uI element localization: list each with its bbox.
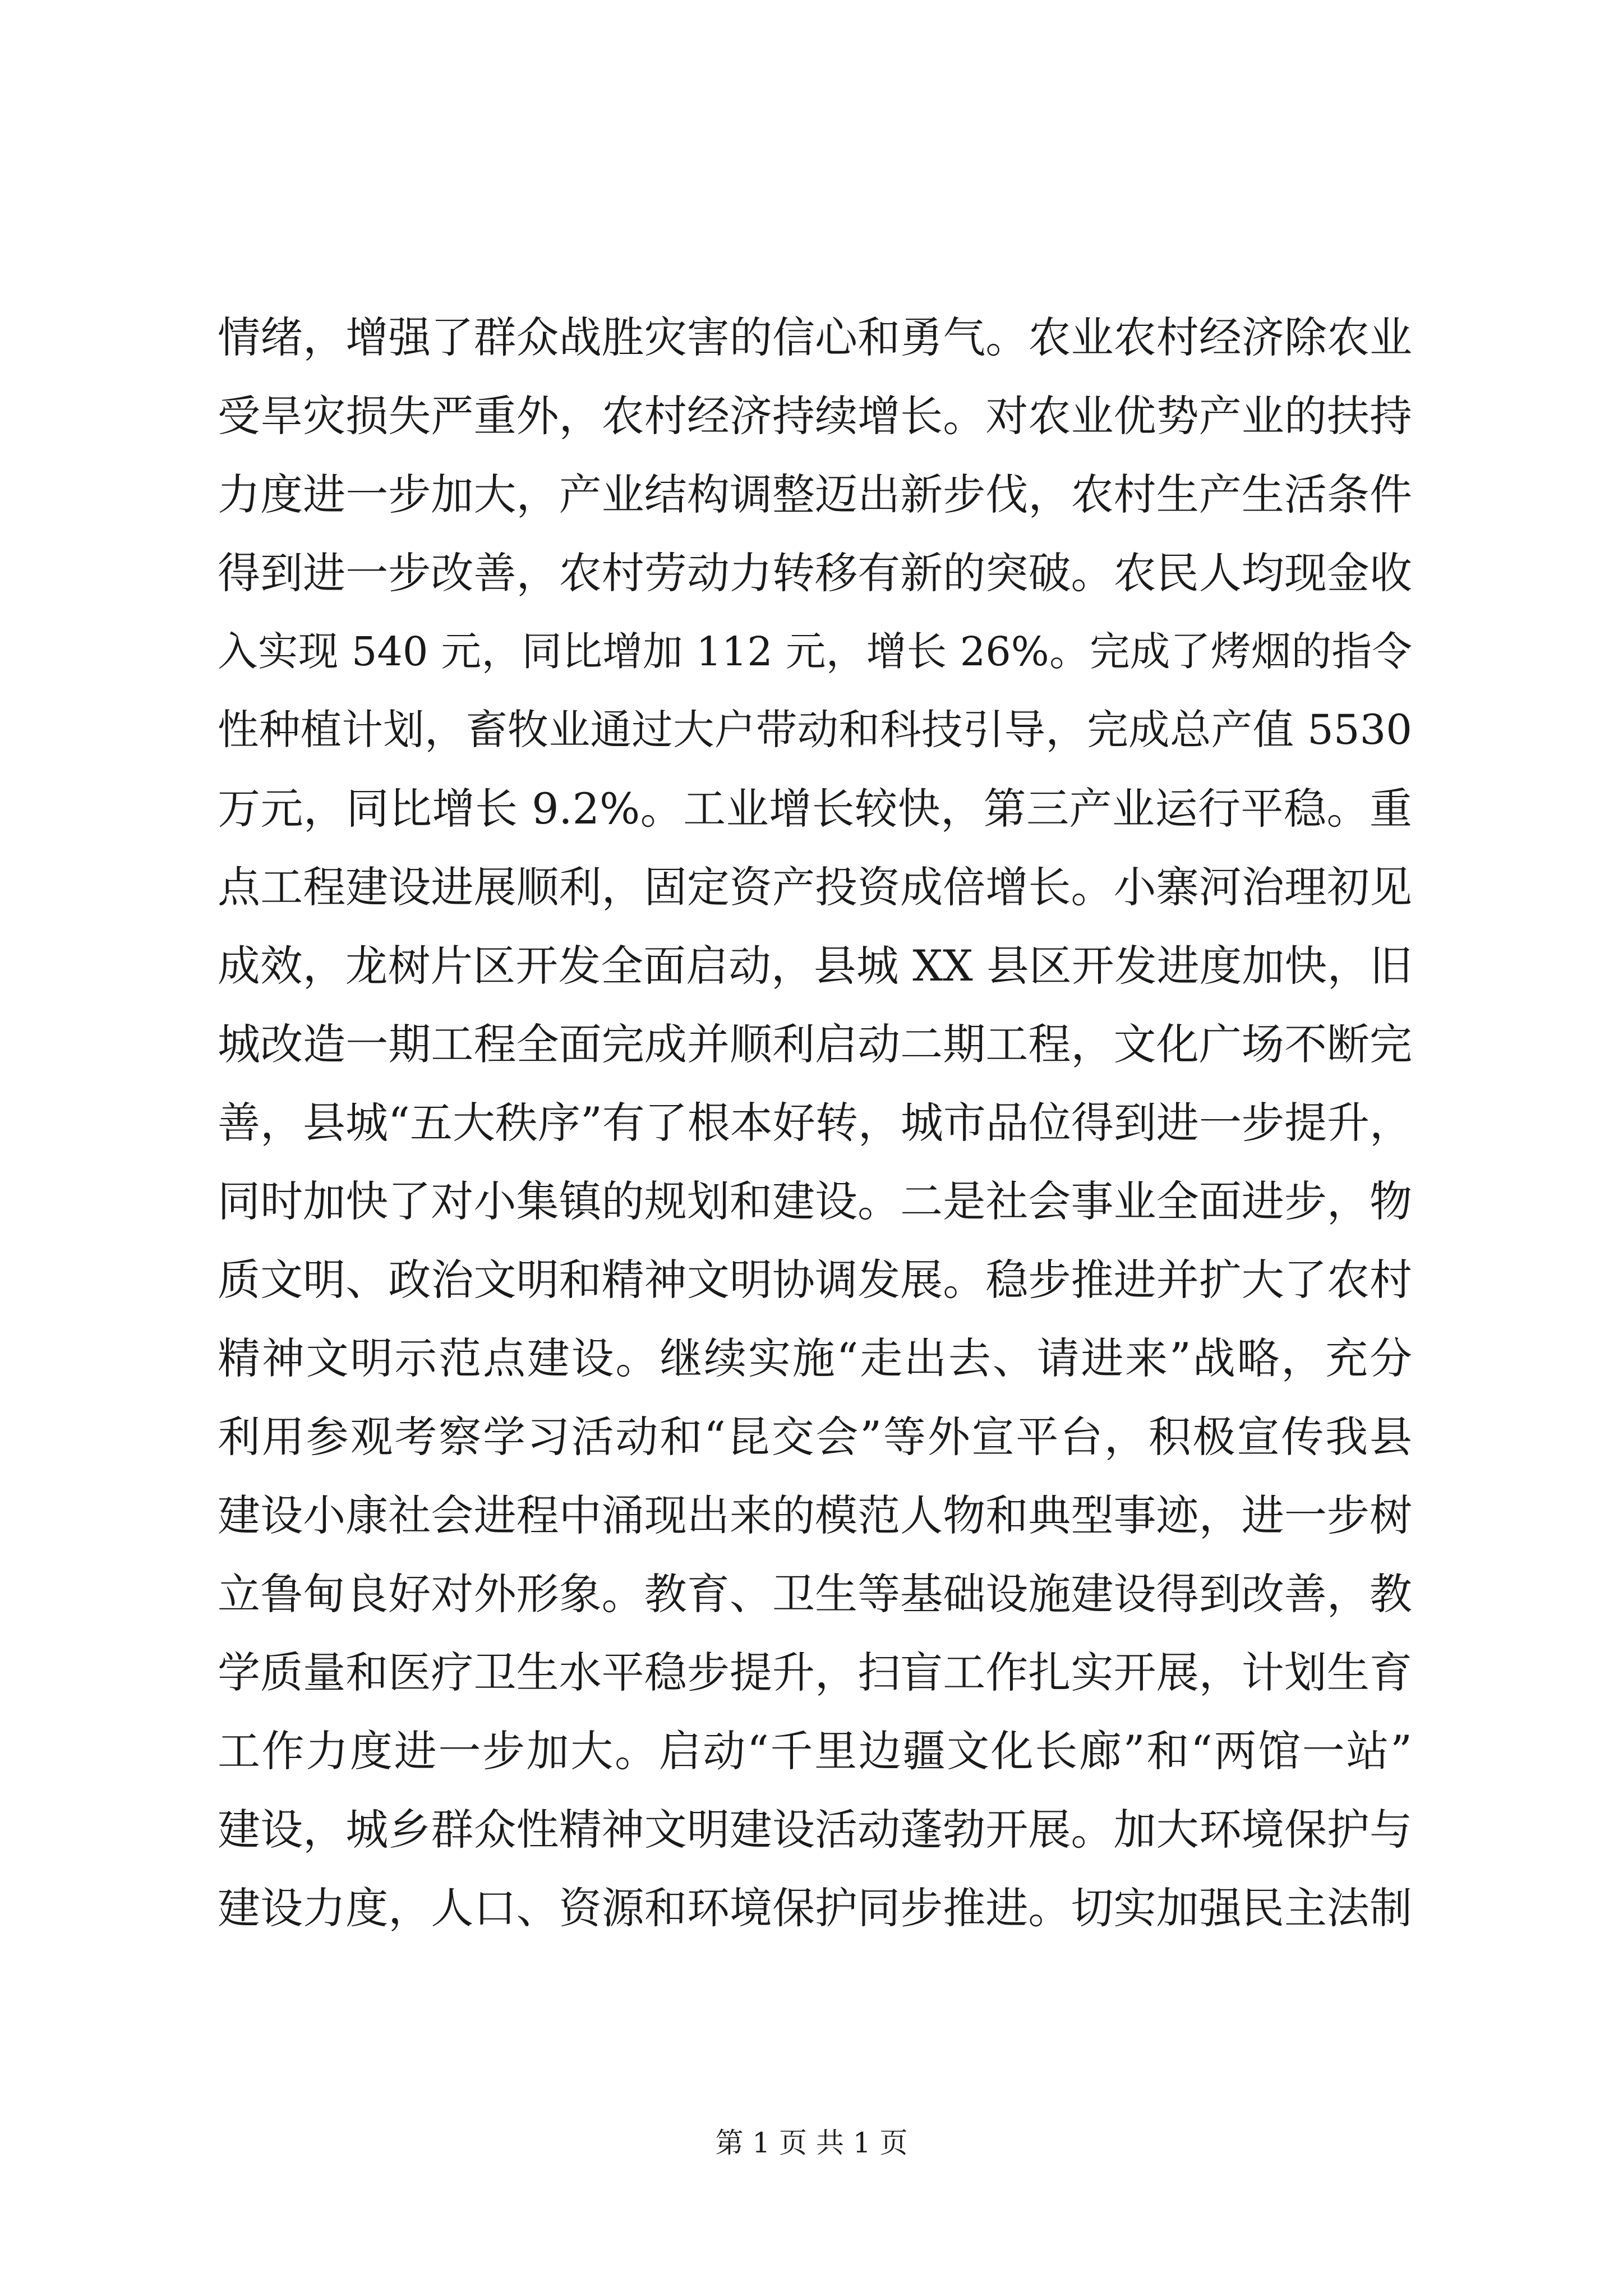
text-line: 万元，同比增长 9.2%。工业增长较快，第三产业运行平稳。重 <box>218 784 1412 834</box>
text-line: 点工程建设进展顺利，固定资产投资成倍增长。小寨河治理初见 <box>218 862 1412 912</box>
text-line: 精神文明示范点建设。继续实施“走出去、请进来”战略，充分 <box>218 1333 1412 1383</box>
text-line: 立鲁甸良好对外形象。教育、卫生等基础设施建设得到改善，教 <box>218 1569 1412 1619</box>
text-line: 力度进一步加大，产业结构调整迈出新步伐，农村生产生活条件 <box>218 470 1412 519</box>
text-line: 建设，城乡群众性精神文明建设活动蓬勃开展。加大环境保护与 <box>218 1805 1412 1855</box>
text-line: 同时加快了对小集镇的规划和建设。二是社会事业全面进步，物 <box>218 1176 1412 1226</box>
text-line: 得到进一步改善，农村劳动力转移有新的突破。农民人均现金收 <box>218 548 1412 598</box>
text-line: 工作力度进一步加大。启动“千里边疆文化长廊”和“两馆一站” <box>218 1726 1412 1776</box>
text-line: 成效，龙树片区开发全面启动，县城 XX 县区开发进度加快，旧 <box>218 941 1412 991</box>
text-line: 学质量和医疗卫生水平稳步提升，扫盲工作扎实开展，计划生育 <box>218 1648 1412 1697</box>
text-line: 建设力度，人口、资源和环境保护同步推进。切实加强民主法制 <box>218 1883 1412 1933</box>
text-line: 利用参观考察学习活动和“昆交会”等外宣平台，积极宣传我县 <box>218 1412 1412 1462</box>
text-line: 受旱灾损失严重外，农村经济持续增长。对农业优势产业的扶持 <box>218 391 1412 441</box>
text-line: 建设小康社会进程中涌现出来的模范人物和典型事迹，进一步树 <box>218 1490 1412 1540</box>
text-line: 性种植计划，畜牧业通过大户带动和科技引导，完成总产值 5530 <box>218 706 1412 754</box>
page-footer: 第 1 页 共 1 页 <box>715 2127 908 2159</box>
text-line: 情绪，增强了群众战胜灾害的信心和勇气。农业农村经济除农业 <box>218 312 1412 362</box>
text-line: 入实现 540 元，同比增加 112 元，增长 26%。完成了烤烟的指令 <box>218 628 1412 675</box>
text-line: 质文明、政治文明和精神文明协调发展。稳步推进并扩大了农村 <box>218 1255 1412 1305</box>
body-paragraph <box>218 298 1412 1948</box>
text-line: 善，县城“五大秩序”有了根本好转，城市品位得到进一步提升， <box>218 1098 1412 1148</box>
text-line: 城改造一期工程全面完成并顺利启动二期工程，文化广场不断完 <box>218 1019 1412 1069</box>
